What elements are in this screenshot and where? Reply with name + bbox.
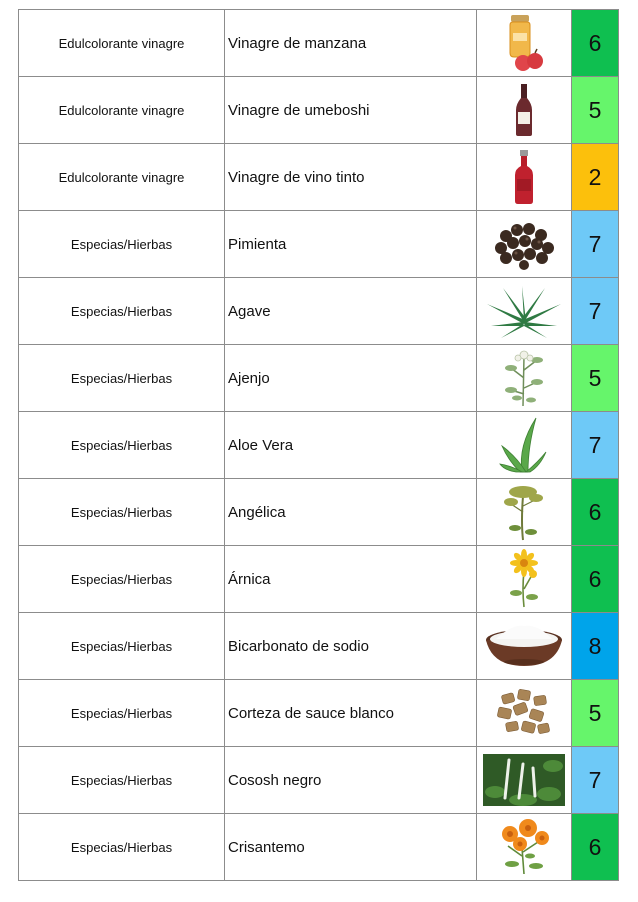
food-name-cell: Vinagre de umeboshi xyxy=(225,77,477,144)
food-image-cell xyxy=(477,144,572,211)
food-image-cell xyxy=(477,814,572,881)
category-cell: Edulcolorante vinagre xyxy=(19,10,225,77)
red-wine-vinegar-bottle-icon xyxy=(507,149,541,205)
category-cell: Especias/Hierbas xyxy=(19,278,225,345)
food-image-cell xyxy=(477,747,572,814)
food-image-cell xyxy=(477,479,572,546)
table-row xyxy=(19,479,619,546)
category-cell: Especias/Hierbas xyxy=(19,747,225,814)
food-name-cell: Angélica xyxy=(225,479,477,546)
food-name-cell: Árnica xyxy=(225,546,477,613)
table-row xyxy=(19,144,619,211)
category-cell: Especias/Hierbas xyxy=(19,613,225,680)
ph-score-cell: 6 xyxy=(572,479,619,546)
ph-score-cell: 5 xyxy=(572,680,619,747)
ph-score-cell: 6 xyxy=(572,814,619,881)
table-row xyxy=(19,613,619,680)
ph-score-cell: 7 xyxy=(572,747,619,814)
food-image-cell xyxy=(477,278,572,345)
ph-score-cell: 7 xyxy=(572,211,619,278)
food-image-cell xyxy=(477,10,572,77)
food-name-cell: Cososh negro xyxy=(225,747,477,814)
food-ph-table xyxy=(18,9,619,881)
food-image-cell xyxy=(477,680,572,747)
peppercorns-icon xyxy=(492,216,556,272)
wormwood-plant-icon xyxy=(499,348,549,408)
table-row xyxy=(19,747,619,814)
table-row xyxy=(19,412,619,479)
category-cell: Edulcolorante vinagre xyxy=(19,144,225,211)
category-cell: Edulcolorante vinagre xyxy=(19,77,225,144)
umeboshi-bottle-icon xyxy=(509,82,539,138)
food-image-cell xyxy=(477,613,572,680)
food-name-cell: Pimienta xyxy=(225,211,477,278)
table-row xyxy=(19,278,619,345)
chrysanthemum-icon xyxy=(494,818,554,876)
ph-score-cell: 7 xyxy=(572,412,619,479)
ph-score-cell: 5 xyxy=(572,77,619,144)
table-row xyxy=(19,680,619,747)
food-image-cell xyxy=(477,412,572,479)
willow-bark-icon xyxy=(492,686,556,740)
category-cell: Especias/Hierbas xyxy=(19,211,225,278)
food-name-cell: Corteza de sauce blanco xyxy=(225,680,477,747)
food-image-cell xyxy=(477,211,572,278)
ph-score-cell: 6 xyxy=(572,546,619,613)
ph-score-cell: 6 xyxy=(572,10,619,77)
ph-score-cell: 2 xyxy=(572,144,619,211)
food-image-cell xyxy=(477,345,572,412)
agave-plant-icon xyxy=(485,282,563,340)
table-row xyxy=(19,10,619,77)
category-cell: Especias/Hierbas xyxy=(19,412,225,479)
table-row xyxy=(19,211,619,278)
food-name-cell: Vinagre de manzana xyxy=(225,10,477,77)
table-body xyxy=(19,10,619,881)
black-cohosh-icon xyxy=(483,754,565,806)
table-row xyxy=(19,77,619,144)
food-image-cell xyxy=(477,546,572,613)
table-row xyxy=(19,814,619,881)
arnica-flower-icon xyxy=(502,549,546,609)
table-row xyxy=(19,345,619,412)
ph-score-cell: 5 xyxy=(572,345,619,412)
food-name-cell: Aloe Vera xyxy=(225,412,477,479)
category-cell: Especias/Hierbas xyxy=(19,814,225,881)
food-image-cell xyxy=(477,77,572,144)
aloe-vera-icon xyxy=(498,416,550,474)
ph-score-cell: 7 xyxy=(572,278,619,345)
food-name-cell: Bicarbonato de sodio xyxy=(225,613,477,680)
food-name-cell: Ajenjo xyxy=(225,345,477,412)
food-name-cell: Vinagre de vino tinto xyxy=(225,144,477,211)
category-cell: Especias/Hierbas xyxy=(19,479,225,546)
food-name-cell: Agave xyxy=(225,278,477,345)
table-row xyxy=(19,546,619,613)
ph-score-cell: 8 xyxy=(572,613,619,680)
apple-vinegar-jar-icon xyxy=(499,13,549,73)
category-cell: Especias/Hierbas xyxy=(19,680,225,747)
baking-soda-bowl-icon xyxy=(482,622,566,670)
food-name-cell: Crisantemo xyxy=(225,814,477,881)
category-cell: Especias/Hierbas xyxy=(19,345,225,412)
angelica-plant-icon xyxy=(499,482,549,542)
category-cell: Especias/Hierbas xyxy=(19,546,225,613)
